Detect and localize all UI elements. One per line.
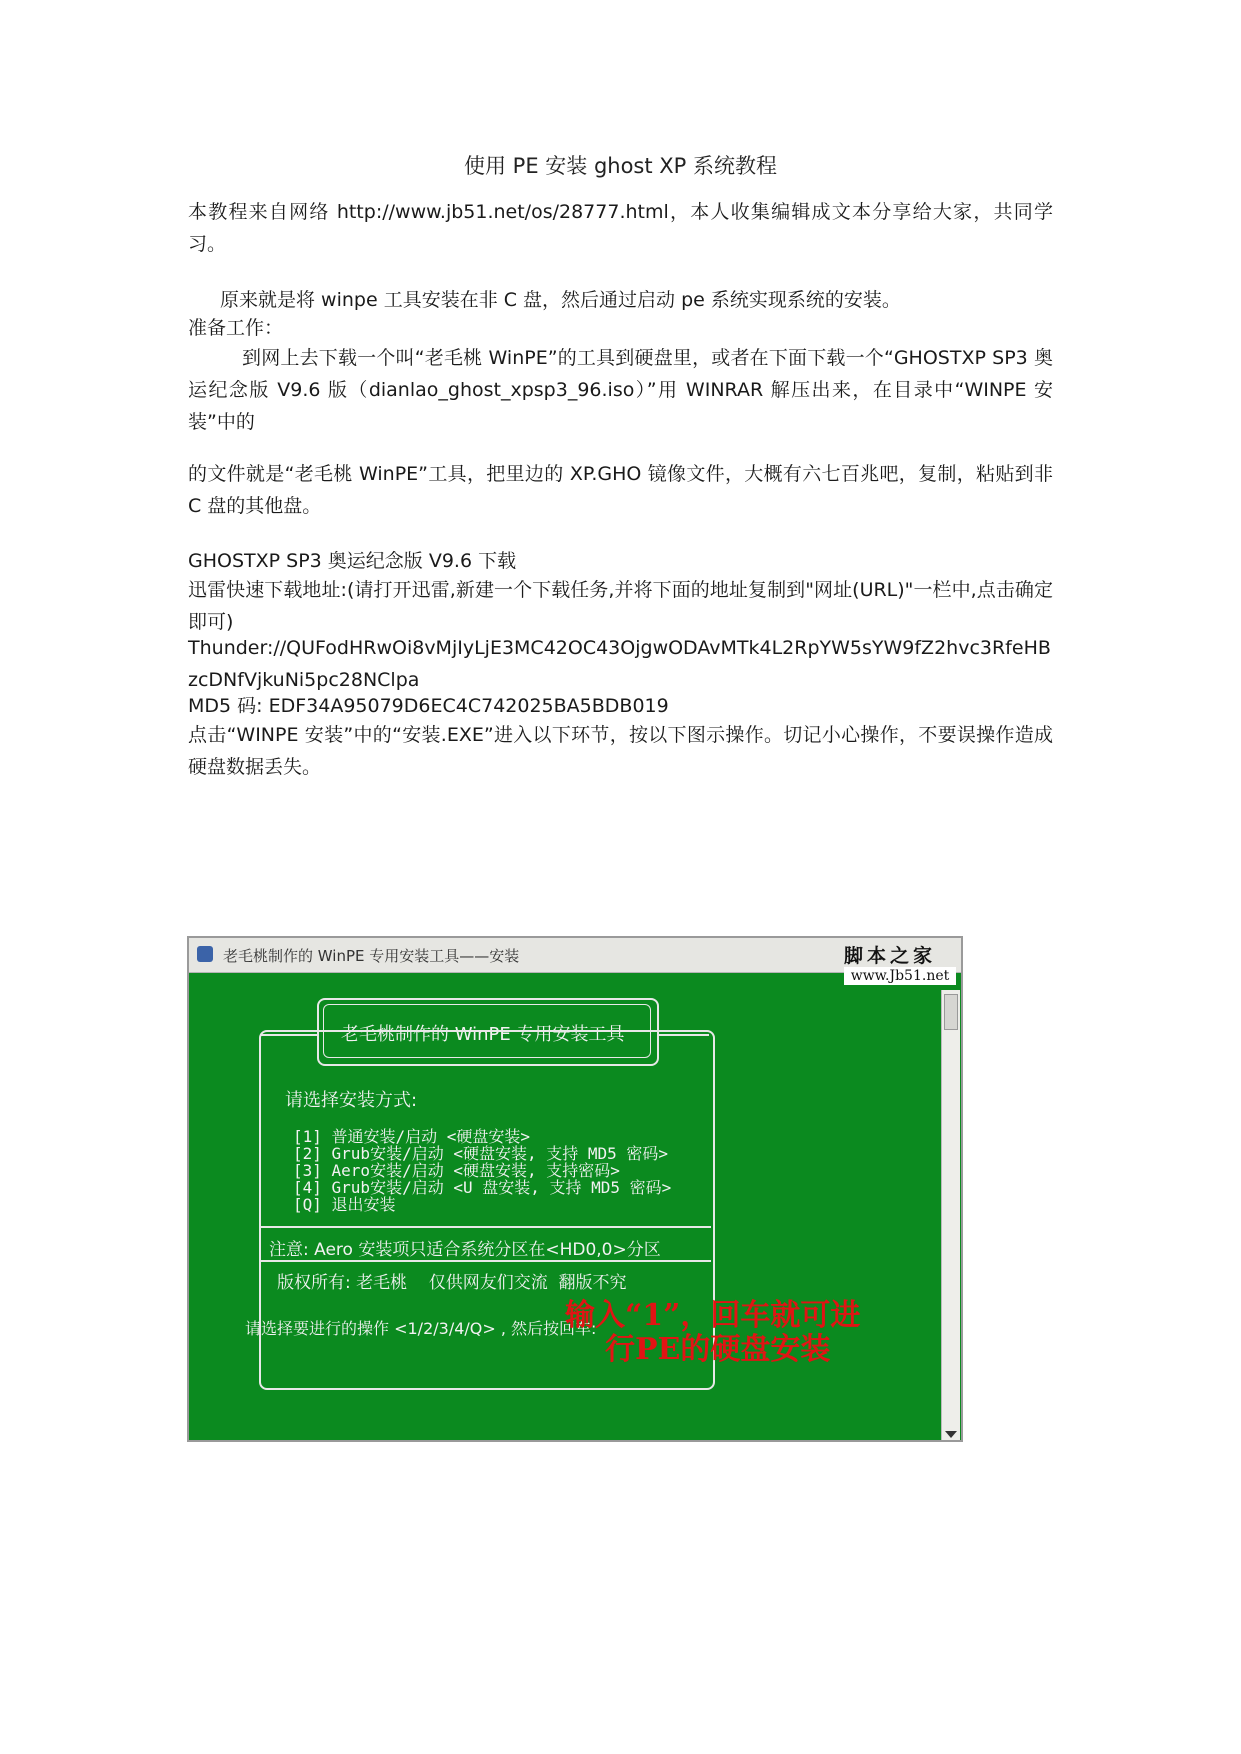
watermark-top: 脚本之家 — [844, 945, 937, 967]
notice-divider-bottom — [261, 1260, 711, 1262]
prompt-heading: 请选择安装方式: — [285, 1090, 418, 1111]
installer-screenshot — [187, 936, 963, 1442]
notice-divider-top — [261, 1226, 711, 1228]
paragraph-md5: MD5 码: EDF34A95079D6EC4C742025BA5BDB019 — [188, 695, 669, 717]
banner-title: 老毛桃制作的 WinPE 专用安装工具 — [341, 1024, 625, 1045]
menu-option-2[interactable]: [2] Grub安装/启动 <硬盘安装, 支持 MD5 密码> — [293, 1144, 669, 1163]
page-title: 使用 PE 安装 ghost XP 系统教程 — [463, 154, 778, 178]
annotation-line-2: 行PE的硬盘安装 — [605, 1332, 831, 1367]
input-prompt[interactable]: 请选择要进行的操作 <1/2/3/4/Q> , 然后按回车: — [245, 1319, 597, 1338]
banner-connector-left — [261, 1034, 317, 1036]
paragraph-download-title: GHOSTXP SP3 奥运纪念版 V9.6 下载 — [188, 550, 517, 572]
paragraph-warning: 点击“WINPE 安装”中的“安装.EXE”进入以下环节，按以下图示操作。切记小心操作，不要误操作造成硬盘数据丢失。 — [188, 724, 1053, 778]
paragraph-thunder-instructions: 迅雷快速下载地址:(请打开迅雷,新建一个下载任务,并将下面的地址复制到"网址(URL)"一栏中,点击确定即可) — [188, 579, 1053, 633]
vertical-scrollbar[interactable] — [941, 990, 960, 1442]
scroll-thumb[interactable] — [944, 994, 958, 1030]
menu-option-1[interactable]: [1] 普通安装/启动 <硬盘安装> — [293, 1127, 531, 1146]
paragraph-source: 本教程来自网络 http://www.jb51.net/os/28777.html，本人收集编辑成文本分享给大家，共同学习。 — [188, 201, 1053, 255]
scroll-down-arrow-icon[interactable] — [945, 1431, 957, 1438]
paragraph-thunder-link: Thunder://QUFodHRwOi8vMjIyLjE3MC42OC43OjgwODAvMTk4L2RpYW5sYW9fZ2hvc3RfeHBzcDNfVjkuNi5pc28NClpa — [188, 637, 1051, 691]
banner-connector-right — [657, 1034, 709, 1036]
menu-option-quit[interactable]: [Q] 退出安装 — [293, 1195, 396, 1214]
paragraph-copy-gho: 的文件就是“老毛桃 WinPE”工具，把里边的 XP.GHO 镜像文件，大概有六七百兆吧，复制，粘贴到非 C 盘的其他盘。 — [188, 463, 1053, 517]
annotation-line-1: 输入“1”，回车就可进 — [565, 1298, 861, 1333]
notice-text: 注意: Aero 安装项只适合系统分区在<HD0,0>分区 — [269, 1240, 661, 1260]
menu-option-4[interactable]: [4] Grub安装/启动 <U 盘安装, 支持 MD5 密码> — [293, 1178, 672, 1197]
watermark-bottom: www.Jb51.net — [844, 967, 956, 985]
paragraph-principle: 原来就是将 winpe 工具安装在非 C 盘，然后通过启动 pe 系统实现系统的安装。 — [220, 289, 901, 311]
watermark — [844, 941, 956, 987]
app-icon — [197, 946, 213, 962]
paragraph-preparation: 准备工作： — [188, 317, 284, 339]
menu-option-3[interactable]: [3] Aero安装/启动 <硬盘安装, 支持密码> — [293, 1161, 620, 1180]
copyright-text: 版权所有: 老毛桃 仅供网友们交流 翻版不究 — [277, 1273, 627, 1293]
window-title: 老毛桃制作的 WinPE 专用安装工具——安装 — [223, 947, 520, 965]
paragraph-download-instructions: 到网上去下载一个叫“老毛桃 WinPE”的工具到硬盘里，或者在下面下载一个“GHOSTXP SP3 奥运纪念版 V9.6 版（dianlao_ghost_xpsp3_96.iso）”用 WINRAR 解压出来，在目录中“WINPE 安装”中的 — [188, 347, 1053, 433]
